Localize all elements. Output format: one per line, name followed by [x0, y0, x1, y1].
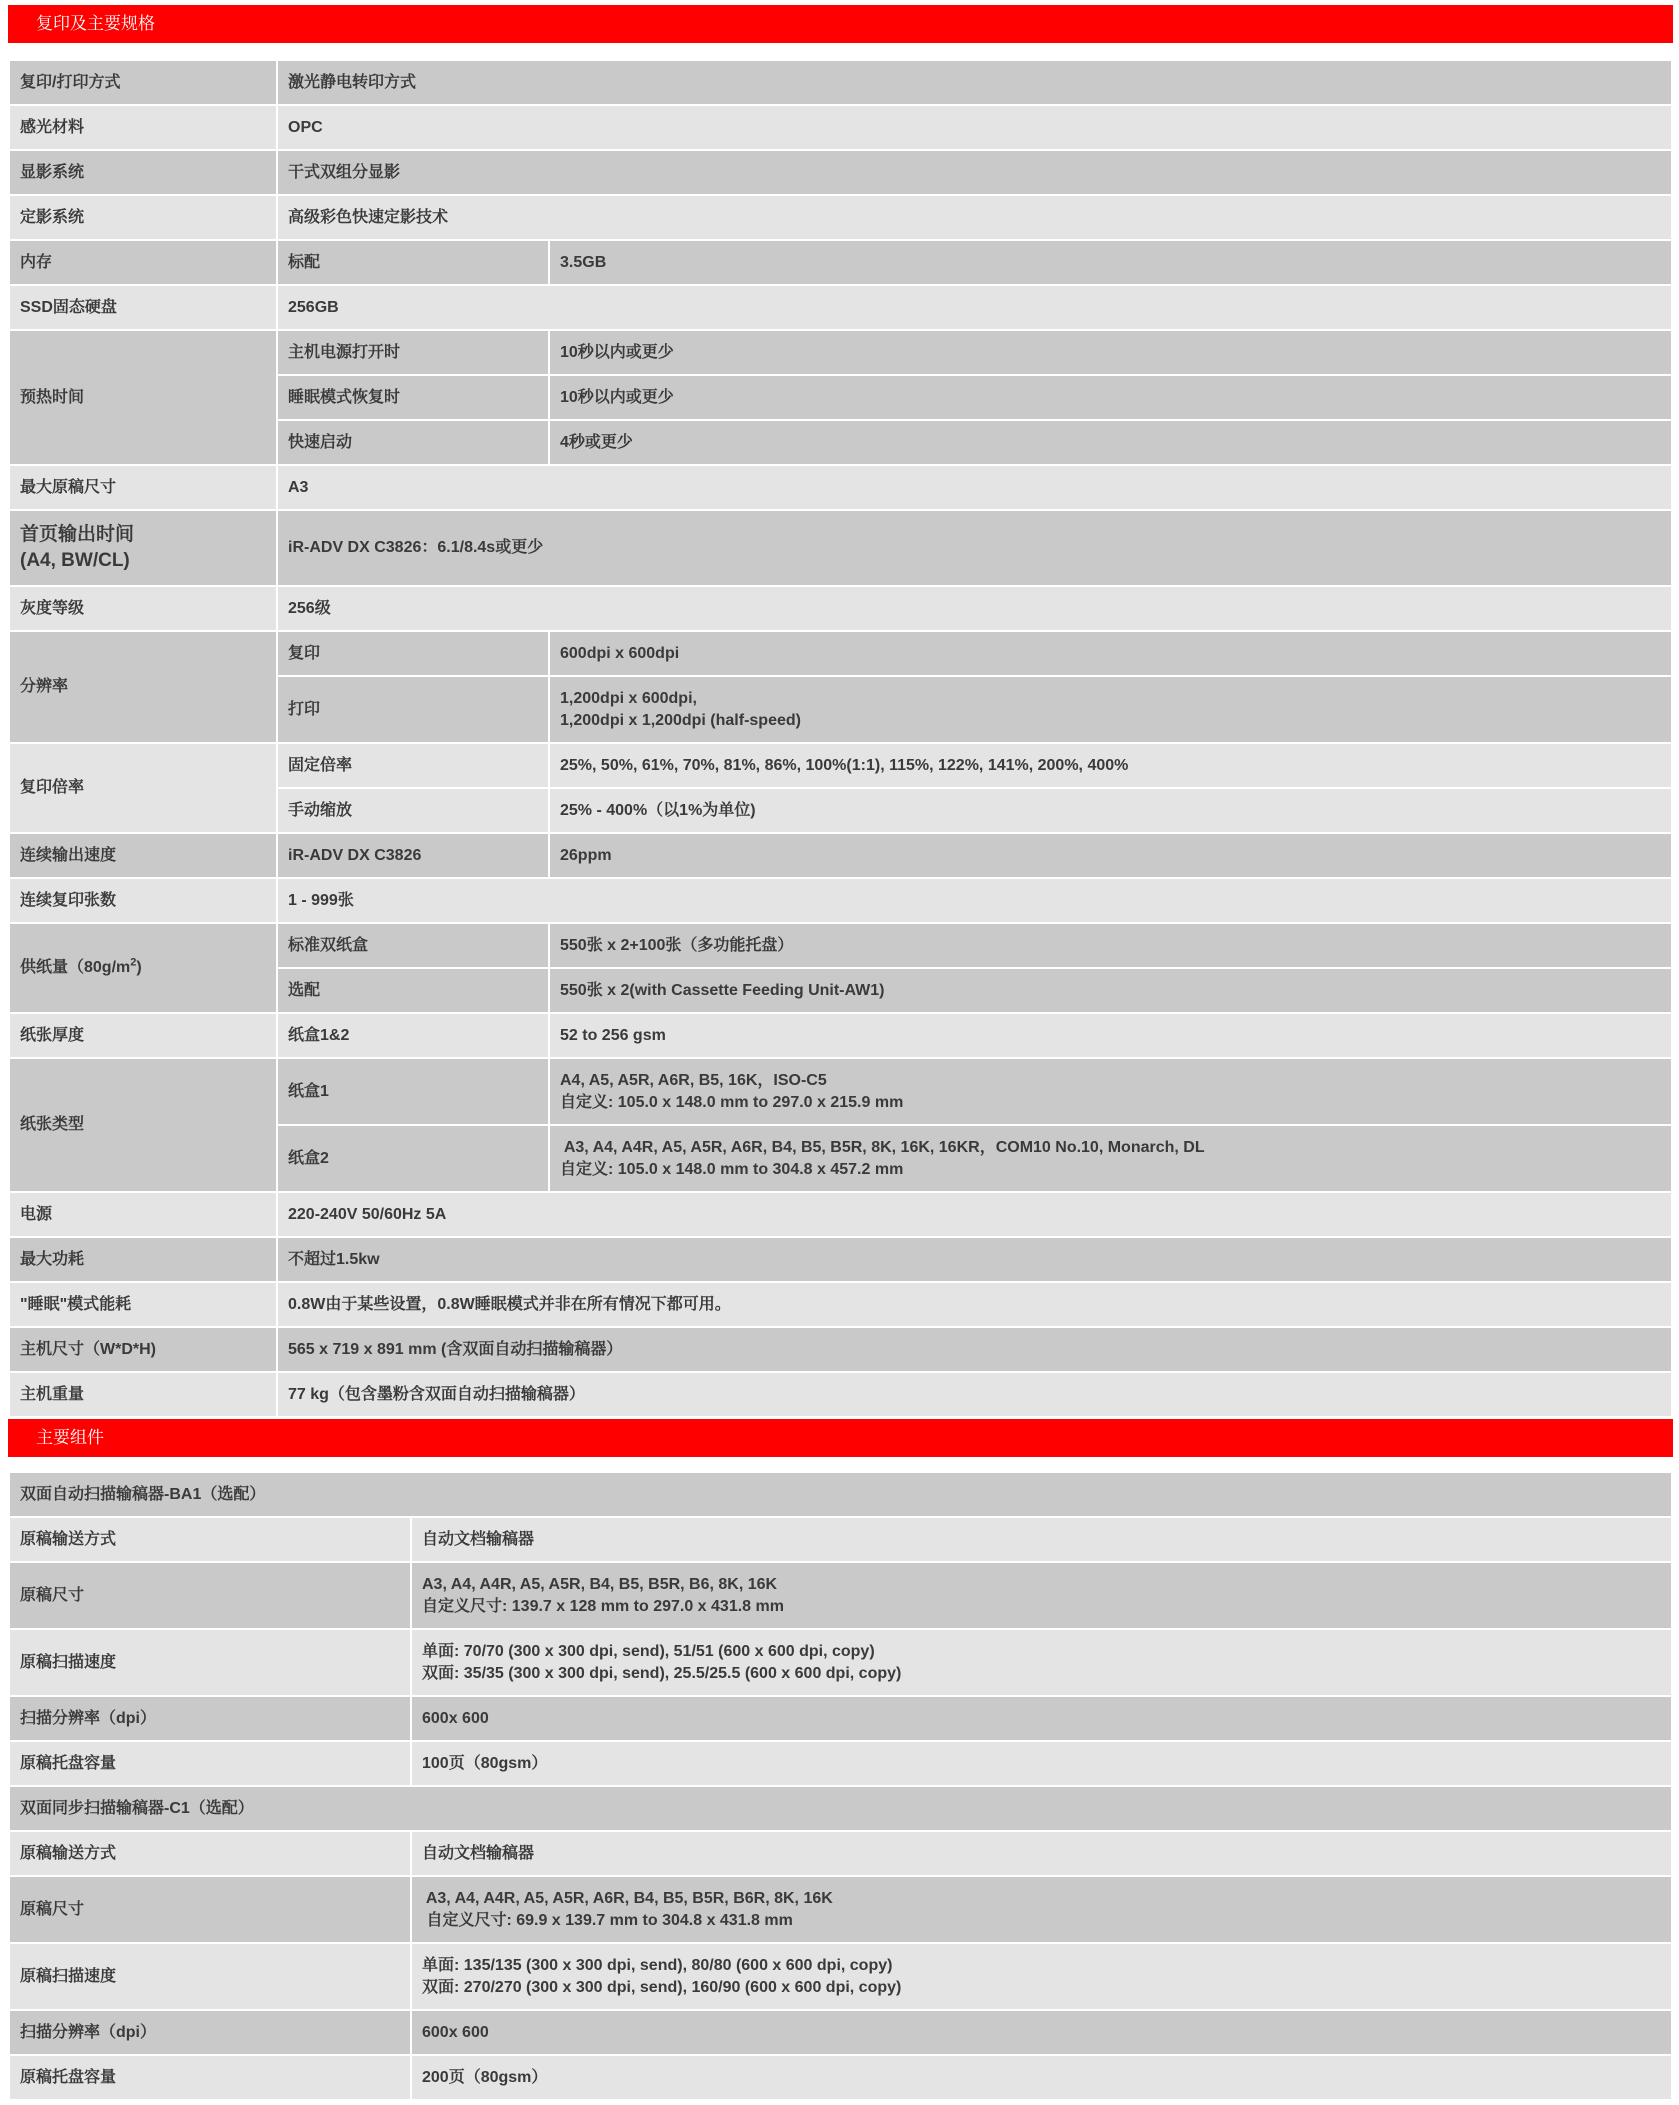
spec-row — [9, 743, 1672, 788]
spec-value: 550张 x 2(with Cassette Feeding Unit-AW1) — [549, 968, 1672, 1013]
spec-row — [9, 1562, 1672, 1629]
spec-row — [9, 1517, 1672, 1562]
spec-sub-label: 纸盒1&2 — [277, 1013, 549, 1058]
spec-sub-label: 纸盒1 — [277, 1058, 549, 1125]
spec-label: 最大功耗 — [9, 1237, 277, 1282]
spec-value-line: 自定义: 105.0 x 148.0 mm to 297.0 x 215.9 mm — [560, 1093, 904, 1111]
spec-value-line: A3, A4, A4R, A5, A5R, B4, B5, B5R, B6, 8K, 16K — [422, 1575, 778, 1593]
spec-label — [9, 923, 277, 1013]
spec-value: 激光静电转印方式 — [277, 60, 1672, 105]
section-header-components: 主要组件 — [8, 1419, 1673, 1457]
spec-value: 1 - 999张 — [277, 878, 1672, 923]
spec-value: 25% - 400%（以1%为单位) — [549, 788, 1672, 833]
spec-value: 220-240V 50/60Hz 5A — [277, 1192, 1672, 1237]
spec-label: 原稿托盘容量 — [9, 2055, 411, 2100]
spec-row — [9, 2055, 1672, 2100]
spec-sub-label: 标配 — [277, 240, 549, 285]
spec-value-line: 1,200dpi x 600dpi, — [560, 689, 697, 707]
spec-value: 200页（80gsm） — [411, 2055, 1672, 2100]
spec-value-line: A3, A4, A4R, A5, A5R, A6R, B4, B5, B5R, B6R, 8K, 16K — [422, 1889, 833, 1907]
spec-label: 定影系统 — [9, 195, 277, 240]
section-header-specs: 复印及主要规格 — [8, 5, 1673, 43]
spec-value-line: A4, A5, A5R, A6R, B5, 16K，ISO-C5 — [560, 1071, 827, 1089]
spec-label: 复印倍率 — [9, 743, 277, 833]
spec-value: 10秒以内或更少 — [549, 375, 1672, 420]
component-title: 双面自动扫描输稿器-BA1（选配） — [9, 1472, 1672, 1517]
spec-sub-label: 打印 — [277, 676, 549, 743]
spec-label: 最大原稿尺寸 — [9, 465, 277, 510]
spec-label: 内存 — [9, 240, 277, 285]
spec-row — [9, 195, 1672, 240]
spec-table — [8, 59, 1673, 1418]
spec-value: 26ppm — [549, 833, 1672, 878]
spec-value: 77 kg（包含墨粉含双面自动扫描输稿器） — [277, 1372, 1672, 1417]
spec-value: 25%, 50%, 61%, 70%, 81%, 86%, 100%(1:1), 115%, 122%, 141%, 200%, 400% — [549, 743, 1672, 788]
component-title-row — [9, 1472, 1672, 1517]
spec-value: 3.5GB — [549, 240, 1672, 285]
spec-label-line: 首页输出时间 — [20, 524, 135, 545]
spec-label: SSD固态硬盘 — [9, 285, 277, 330]
spec-value — [549, 676, 1672, 743]
spec-label: 分辨率 — [9, 631, 277, 743]
spec-value-line: 单面: 135/135 (300 x 300 dpi, send), 80/80 (600 x 600 dpi, copy) — [422, 1956, 893, 1974]
spec-label — [9, 510, 277, 586]
spec-value: 565 x 719 x 891 mm (含双面自动扫描输稿器） — [277, 1327, 1672, 1372]
spec-row — [9, 586, 1672, 631]
spec-value: OPC — [277, 105, 1672, 150]
spec-row — [9, 1058, 1672, 1125]
spec-label: 原稿托盘容量 — [9, 1741, 411, 1786]
spec-label: 原稿扫描速度 — [9, 1629, 411, 1696]
spec-label-line: (A4, BW/CL) — [20, 550, 130, 571]
spec-label: 连续复印张数 — [9, 878, 277, 923]
spec-label: 扫描分辨率（dpi） — [9, 2010, 411, 2055]
spec-label: 原稿输送方式 — [9, 1517, 411, 1562]
spec-row — [9, 2010, 1672, 2055]
spec-row — [9, 1831, 1672, 1876]
spec-label: 纸张类型 — [9, 1058, 277, 1192]
spec-label: 原稿输送方式 — [9, 1831, 411, 1876]
spec-value-line: 1,200dpi x 1,200dpi (half-speed) — [560, 711, 801, 729]
spec-label: 扫描分辨率（dpi） — [9, 1696, 411, 1741]
component-title-row — [9, 1786, 1672, 1831]
spec-row — [9, 150, 1672, 195]
spec-label: 预热时间 — [9, 330, 277, 465]
spec-sub-label: 固定倍率 — [277, 743, 549, 788]
spec-value: 256GB — [277, 285, 1672, 330]
spec-row — [9, 1629, 1672, 1696]
spec-label: 连续输出速度 — [9, 833, 277, 878]
spec-sub-label: 主机电源打开时 — [277, 330, 549, 375]
spec-row — [9, 240, 1672, 285]
spec-row — [9, 833, 1672, 878]
spec-value-line: 自定义尺寸: 69.9 x 139.7 mm to 304.8 x 431.8 mm — [422, 1911, 793, 1929]
spec-value — [411, 1943, 1672, 2010]
spec-row — [9, 1282, 1672, 1327]
components-table — [8, 1471, 1673, 2101]
spec-row — [9, 1741, 1672, 1786]
spec-sub-label: iR-ADV DX C3826 — [277, 833, 549, 878]
spec-row — [9, 1237, 1672, 1282]
spec-value: 10秒以内或更少 — [549, 330, 1672, 375]
spec-value — [411, 1562, 1672, 1629]
spec-value: iR-ADV DX C3826：6.1/8.4s或更少 — [277, 510, 1672, 586]
spec-value: 52 to 256 gsm — [549, 1013, 1672, 1058]
spec-row — [9, 878, 1672, 923]
spec-row — [9, 1696, 1672, 1741]
spec-value-line: 单面: 70/70 (300 x 300 dpi, send), 51/51 (600 x 600 dpi, copy) — [422, 1642, 875, 1660]
spec-row — [9, 1013, 1672, 1058]
spec-row — [9, 330, 1672, 375]
spec-row — [9, 923, 1672, 968]
spec-value: 600dpi x 600dpi — [549, 631, 1672, 676]
spec-value — [549, 1125, 1672, 1192]
spec-value: 不超过1.5kw — [277, 1237, 1672, 1282]
superscript: 2 — [130, 956, 137, 969]
spec-row — [9, 1943, 1672, 2010]
spec-value-line: 自定义尺寸: 139.7 x 128 mm to 297.0 x 431.8 mm — [422, 1597, 784, 1615]
spec-value-line: 自定义: 105.0 x 148.0 mm to 304.8 x 457.2 mm — [560, 1160, 904, 1178]
spec-row — [9, 510, 1672, 586]
spec-row — [9, 285, 1672, 330]
spec-label: 复印/打印方式 — [9, 60, 277, 105]
spec-row — [9, 465, 1672, 510]
spec-row — [9, 1327, 1672, 1372]
spec-label: 主机重量 — [9, 1372, 277, 1417]
spec-label: 灰度等级 — [9, 586, 277, 631]
spec-row — [9, 1876, 1672, 1943]
spec-row — [9, 631, 1672, 676]
spec-label: 感光材料 — [9, 105, 277, 150]
spec-row — [9, 1192, 1672, 1237]
spec-label-text: 供纸量（80g/m — [20, 959, 131, 976]
spec-value: 600x 600 — [411, 1696, 1672, 1741]
spec-value: 干式双组分显影 — [277, 150, 1672, 195]
spec-sub-label: 纸盒2 — [277, 1125, 549, 1192]
spec-label: "睡眠"模式能耗 — [9, 1282, 277, 1327]
spec-label: 显影系统 — [9, 150, 277, 195]
spec-value: 自动文档输稿器 — [411, 1831, 1672, 1876]
spec-value — [549, 1058, 1672, 1125]
spec-label-text: ) — [136, 959, 142, 976]
spec-label: 原稿尺寸 — [9, 1562, 411, 1629]
spec-value: 100页（80gsm） — [411, 1741, 1672, 1786]
spec-value-line: A3, A4, A4R, A5, A5R, A6R, B4, B5, B5R, 8K, 16K, 16KR，COM10 No.10, Monarch, DL — [560, 1138, 1205, 1156]
spec-label: 纸张厚度 — [9, 1013, 277, 1058]
spec-value: 自动文档输稿器 — [411, 1517, 1672, 1562]
spec-sub-label: 手动缩放 — [277, 788, 549, 833]
spec-row — [9, 60, 1672, 105]
spec-row — [9, 105, 1672, 150]
spec-sub-label: 复印 — [277, 631, 549, 676]
spec-label: 电源 — [9, 1192, 277, 1237]
spec-label: 原稿扫描速度 — [9, 1943, 411, 2010]
spec-value: 550张 x 2+100张（多功能托盘） — [549, 923, 1672, 968]
spec-sub-label: 选配 — [277, 968, 549, 1013]
component-title: 双面同步扫描输稿器-C1（选配） — [9, 1786, 1672, 1831]
spec-value-line: 双面: 270/270 (300 x 300 dpi, send), 160/90 (600 x 600 dpi, copy) — [422, 1978, 902, 1996]
spec-label: 原稿尺寸 — [9, 1876, 411, 1943]
spec-row — [9, 1372, 1672, 1417]
spec-value — [411, 1876, 1672, 1943]
spec-sub-label: 睡眠模式恢复时 — [277, 375, 549, 420]
spec-value: 4秒或更少 — [549, 420, 1672, 465]
spec-value-line: 双面: 35/35 (300 x 300 dpi, send), 25.5/25.5 (600 x 600 dpi, copy) — [422, 1664, 902, 1682]
spec-value: 0.8W由于某些设置，0.8W睡眠模式并非在所有情况下都可用。 — [277, 1282, 1672, 1327]
spec-value: 256级 — [277, 586, 1672, 631]
spec-value — [411, 1629, 1672, 1696]
spec-value: 高级彩色快速定影技术 — [277, 195, 1672, 240]
spec-value: 600x 600 — [411, 2010, 1672, 2055]
spec-sub-label: 标准双纸盒 — [277, 923, 549, 968]
spec-value: A3 — [277, 465, 1672, 510]
spec-label: 主机尺寸（W*D*H) — [9, 1327, 277, 1372]
spec-sub-label: 快速启动 — [277, 420, 549, 465]
